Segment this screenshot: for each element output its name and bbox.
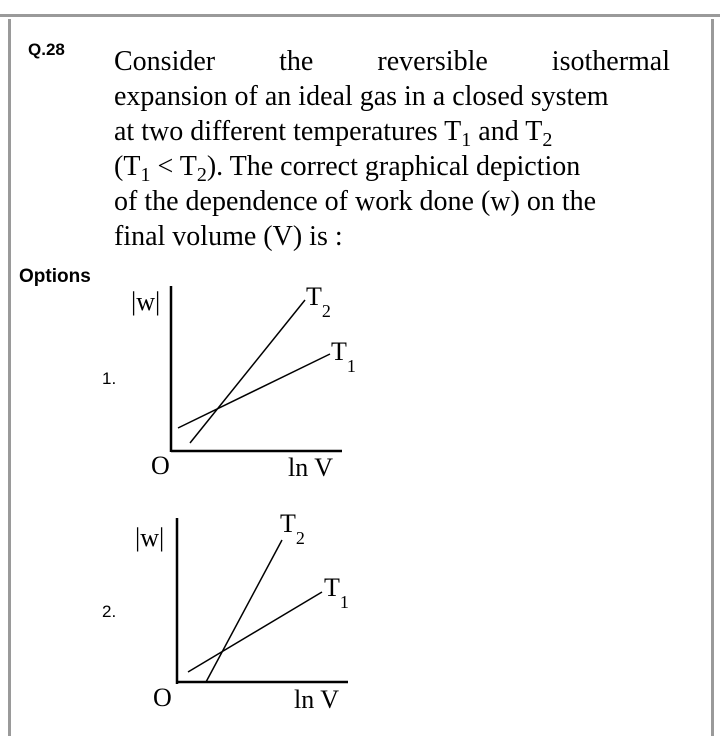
option-2-number: 2.: [102, 602, 117, 621]
option-2-t1-sub: 1: [339, 592, 349, 612]
question-line-5: of the dependence of work done (w) on the: [114, 186, 597, 217]
subscript-1: 1: [461, 129, 472, 151]
option-1-t1-name: T: [331, 337, 347, 366]
line3-mid: and T: [471, 116, 543, 147]
option-1-y-label: |w|: [131, 287, 161, 316]
subscript-1b: 1: [140, 164, 151, 186]
option-1-x-label: ln V: [288, 453, 334, 482]
option-1-origin-label: O: [151, 451, 170, 480]
options-label: Options: [19, 266, 91, 287]
subscript-2: 2: [542, 129, 553, 151]
option-1-t2-label: [306, 282, 331, 321]
question-line-2: expansion of an ideal gas in a closed system: [114, 81, 609, 112]
subscript-2b: 2: [196, 164, 207, 186]
option-1-t1-label: [331, 337, 356, 376]
question-line-6: final volume (V) is :: [114, 221, 343, 252]
line4-start: (T: [114, 151, 141, 182]
option-1-t2-name: T: [306, 282, 322, 311]
option-1-series-t2-line: [190, 300, 305, 443]
option-1-t1-sub: 1: [346, 356, 356, 376]
option-2-t1-name: T: [324, 573, 340, 602]
option-2-t1-label: [324, 573, 349, 612]
question-line-1: Consider the reversible isothermal: [114, 46, 670, 77]
option-1-graph: [131, 282, 356, 482]
option-2-x-label: ln V: [294, 685, 340, 714]
option-2-y-label: |w|: [135, 523, 165, 552]
option-2-series-t1-line: [188, 592, 322, 672]
option-1-number: 1.: [102, 369, 117, 388]
line4-mid: < T: [150, 151, 197, 182]
option-2-origin-label: O: [153, 683, 172, 712]
option-2-t2-sub: 2: [295, 528, 305, 548]
line4-end: ). The correct graphical depiction: [206, 151, 581, 182]
option-2-series-t2-line: [206, 540, 282, 682]
option-2-t2-name: T: [280, 509, 296, 538]
option-2-graph: [135, 509, 349, 714]
question-number: Q.28: [28, 40, 65, 59]
option-1-series-t1-line: [178, 354, 330, 428]
line3-start: at two different temperatures T: [114, 116, 462, 147]
option-2-t2-label: [280, 509, 305, 548]
option-1-t2-sub: 2: [321, 301, 331, 321]
